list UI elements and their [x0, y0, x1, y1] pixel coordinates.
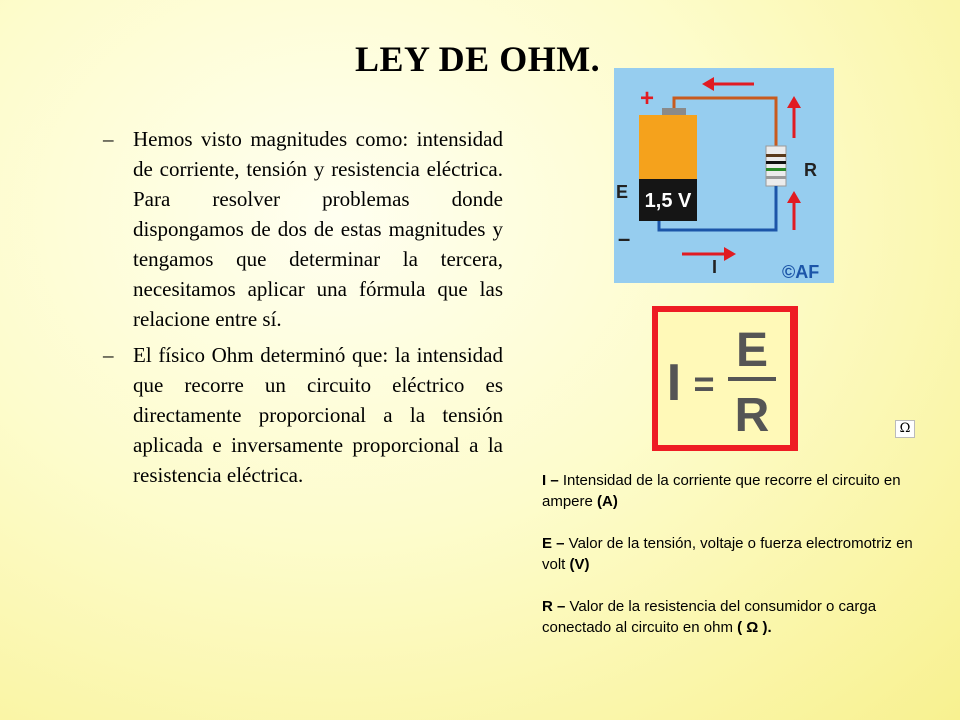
current-label: I — [712, 257, 718, 277]
definition-symbol: E – — [542, 535, 565, 552]
battery-top — [639, 115, 697, 179]
battery-value: 1,5 V — [644, 190, 692, 212]
battery-label: E — [616, 182, 629, 202]
plus-sign: + — [640, 85, 655, 112]
bullet-item — [103, 124, 503, 334]
bullet-list — [103, 124, 503, 496]
omega-symbol: Ω — [895, 420, 915, 438]
bullet-marker: – — [103, 127, 114, 151]
definition-resistance — [542, 596, 917, 638]
battery-terminal — [662, 108, 686, 116]
definition-text: Valor de la tensión, voltaje o fuerza electromotriz en volt — [542, 535, 913, 573]
formula-current: I — [666, 354, 682, 412]
bullet-item — [103, 340, 503, 490]
definition-voltage — [542, 533, 917, 575]
minus-sign: – — [618, 226, 631, 251]
ohm-formula — [652, 306, 798, 451]
definition-unit: (V) — [569, 556, 590, 573]
resistor-body — [766, 146, 786, 186]
slide-title: LEY DE OHM. — [355, 39, 601, 79]
bullet-text: Hemos visto magnitudes como: intensidad de corriente, tensión y resistencia eléctrica. Para resolver problemas donde dispongamos de dos de estas magnitudes y tengamos que determinar la tercera, necesitamos aplicar una fórmula que las relacione entre sí. — [133, 127, 503, 331]
circuit-diagram — [614, 68, 834, 283]
definition-symbol: I – — [542, 472, 559, 489]
formula-equals: = — [693, 363, 715, 404]
definition-current — [542, 470, 917, 512]
credit-label: ©AF — [782, 262, 820, 282]
resistor-band — [766, 161, 786, 164]
definitions — [542, 470, 917, 659]
definition-unit: ( Ω ). — [737, 619, 772, 636]
formula-numerator: E — [735, 324, 769, 377]
bullet-text: El físico Ohm determinó que: la intensidad que recorre un circuito eléctrico es directamente proporcional a la tensión aplicada e inversamente proporcional a la resistencia eléctrica. — [133, 343, 503, 487]
definition-text: Valor de la resistencia del consumidor o carga conectado al circuito en ohm — [542, 598, 877, 636]
resistor-band — [766, 154, 786, 157]
definition-unit: (A) — [597, 493, 618, 510]
resistor-band — [766, 176, 786, 179]
bullet-marker: – — [103, 343, 114, 367]
definition-symbol: R – — [542, 598, 566, 615]
resistor-label: R — [804, 160, 817, 180]
resistor-band — [766, 168, 786, 171]
formula-denominator: R — [734, 389, 770, 442]
definition-text: Intensidad de la corriente que recorre el circuito en ampere — [542, 472, 901, 510]
